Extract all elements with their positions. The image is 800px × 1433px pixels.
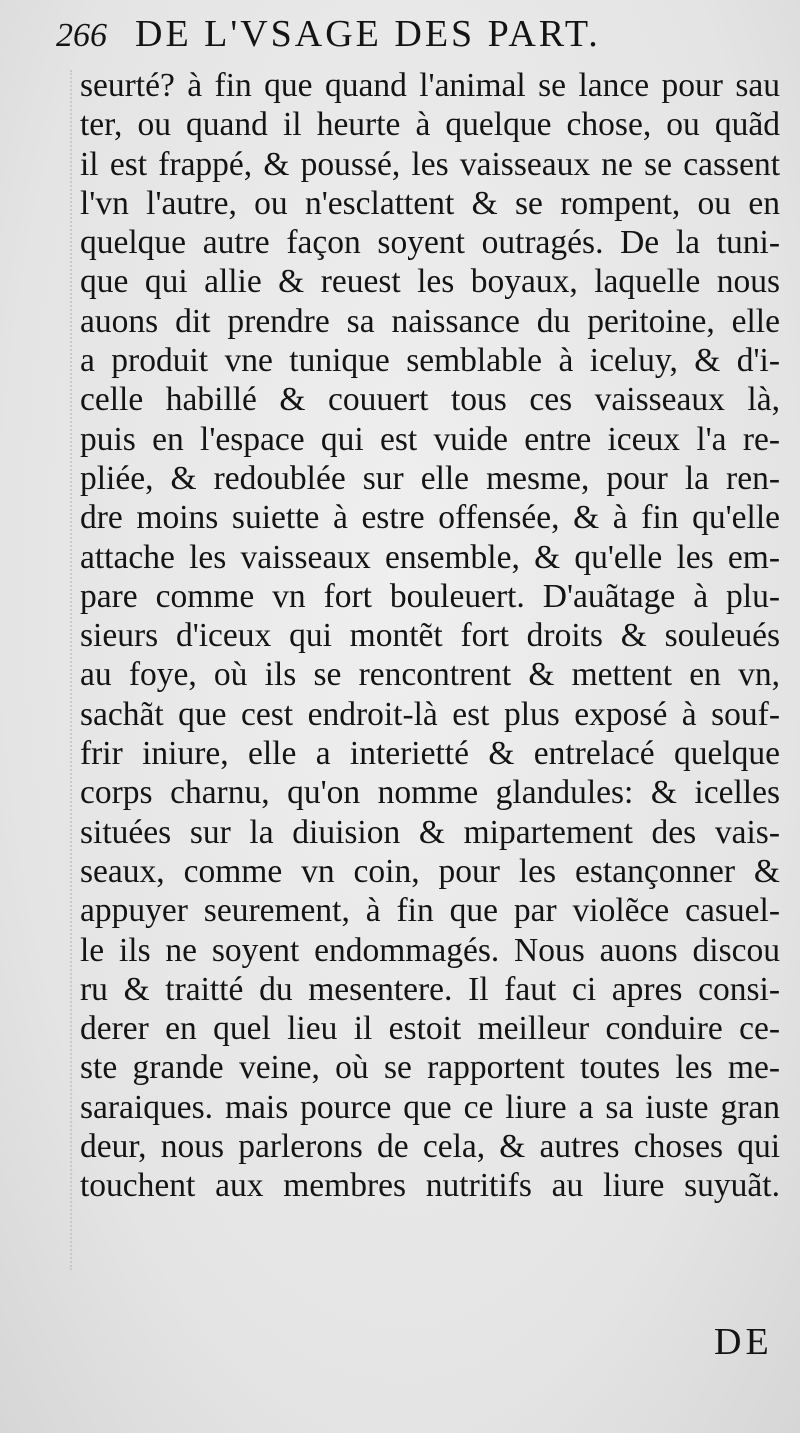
text-line: sieurs d'iceux qui montẽt fort droits & souleués [80, 617, 780, 655]
text-line: corps charnu, qu'on nomme glandules: & icelles [80, 774, 780, 812]
text-line: il est frappé, & poussé, les vaisseaux ne se cassent [80, 145, 780, 183]
text-line: puis en l'espace qui est vuide entre iceux l'a re- [80, 420, 780, 458]
text-line: celle habillé & couuert tous ces vaisseaux là, [80, 381, 780, 419]
text-line: auons dit prendre sa naissance du peritoine, elle [80, 302, 780, 340]
text-line: ru & traitté du mesentere. Il faut ci apres consi- [80, 970, 780, 1008]
text-line: situées sur la diuision & mipartement des vais- [80, 813, 780, 851]
page-number: 266 [56, 17, 107, 54]
text-line: sachãt que cest endroit-là est plus exposé à souf- [80, 695, 780, 733]
text-line: deur, nous parlerons de cela, & autres choses qui [80, 1128, 780, 1166]
gutter-shadow [70, 70, 75, 1270]
text-line: appuyer seurement, à fin que par violẽce casuel- [80, 892, 780, 930]
page-header [56, 12, 756, 56]
text-line: derer en quel lieu il estoit meilleur conduire ce- [80, 1010, 780, 1048]
text-line: ste grande veine, où se rapportent toutes les me- [80, 1049, 780, 1087]
text-line: saraiques. mais pource que ce liure a sa iuste gran [80, 1088, 780, 1126]
text-line: le ils ne soyent endommagés. Nous auons discou [80, 931, 780, 969]
body-text [80, 66, 780, 1206]
text-line: ter, ou quand il heurte à quelque chose, ou quãd [80, 106, 780, 144]
text-line: quelque autre façon soyent outragés. De la tuni- [80, 224, 780, 262]
text-line: a produit vne tunique semblable à iceluy, & d'i- [80, 342, 780, 380]
text-line: l'vn l'autre, ou n'esclattent & se rompent, ou en [80, 184, 780, 222]
catchword: DE [714, 1321, 773, 1363]
text-line: touchent aux membres nutritifs au liure suyuãt. [80, 1167, 780, 1205]
text-line: pliée, & redoublée sur elle mesme, pour la ren- [80, 459, 780, 497]
running-head: DE L'VSAGE DES PART. [135, 13, 601, 55]
text-line: au foye, où ils se rencontrent & mettent en vn, [80, 656, 780, 694]
text-line: seurté? à fin que quand l'animal se lance pour sau [80, 67, 780, 104]
text-line: pare comme vn fort bouleuert. D'auãtage à plu- [80, 577, 780, 615]
text-line: dre moins suiette à estre offensée, & à fin qu'elle [80, 499, 780, 537]
text-line: seaux, comme vn coin, pour les estançonner & [80, 852, 780, 890]
text-line: attache les vaisseaux ensemble, & qu'elle les em- [80, 538, 780, 576]
text-line: frir iniure, elle a interietté & entrelacé quelque [80, 735, 780, 773]
text-line: que qui allie & reuest les boyaux, laquelle nous [80, 263, 780, 301]
